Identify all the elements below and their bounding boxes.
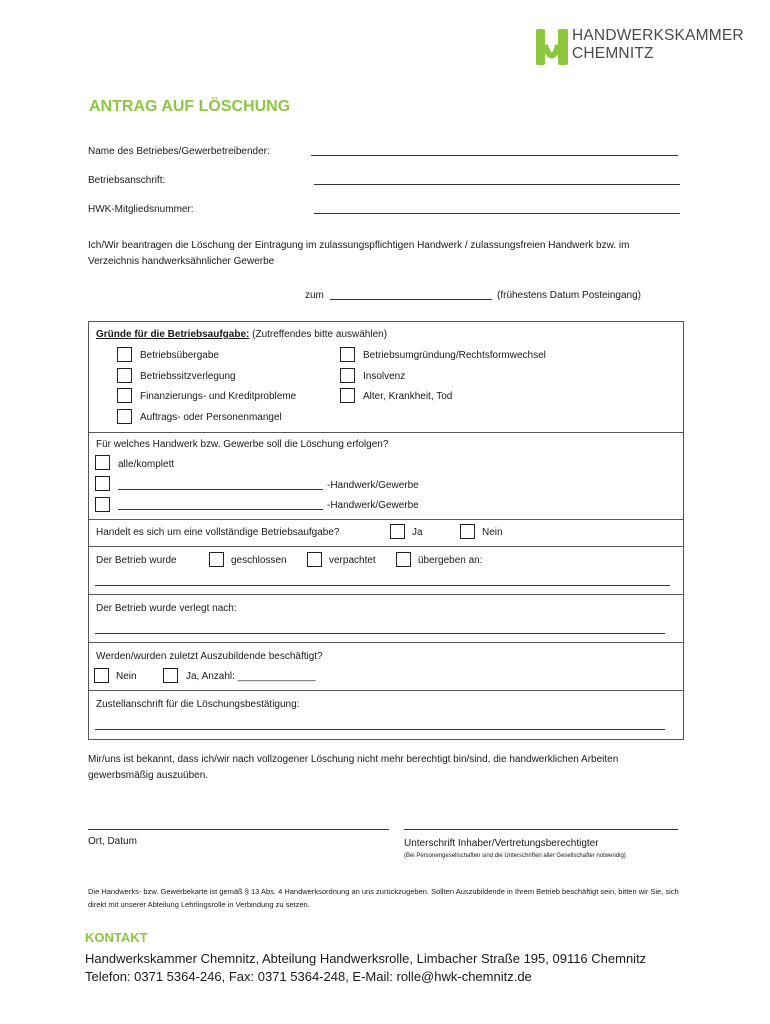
name-label: Name des Betriebes/Gewerbetreibender: [88,146,270,157]
divider [88,690,683,691]
moved-input-line[interactable] [95,633,665,634]
address-label: Betriebsanschrift: [88,175,166,186]
contact-phone-email: Telefon: 0371 5364-246, Fax: 0371 5364-248, E-Mail: rolle@hwk-chemnitz.de [85,969,532,984]
reason-label: Finanzierungs- und Kreditprobleme [140,391,297,402]
page-title: ANTRAG AUF LÖSCHUNG [89,98,291,115]
place-date-label: Ort, Datum [88,836,137,847]
checkbox-alter[interactable] [340,388,355,403]
signature-line[interactable] [404,829,678,830]
trade-2-suffix: -Handwerk/Gewerbe [327,500,419,511]
reasons-heading: Gründe für die Betriebsaufgabe: [96,329,250,340]
logo-wordmark [572,27,744,63]
delivery-input-line[interactable] [95,729,665,730]
reason-label: Alter, Krankheit, Tod [363,391,453,402]
divider [88,594,683,595]
trainees-question: Werden/wurden zuletzt Auszubildende beschäftigt? [96,651,323,662]
trade-all-label: alle/komplett [118,459,175,470]
reason-label: Insolvenz [363,371,406,382]
trade-2-input-line[interactable] [118,509,323,510]
reason-label: Betriebsumgründung/Rechtsformwechsel [363,350,546,361]
checkbox-insolvenz[interactable] [340,368,355,383]
status-opt2: verpachtet [329,555,376,566]
status-opt1: geschlossen [231,555,287,566]
request-text: Ich/Wir beantragen die Löschung der Eintragung im zulassungspflichtigen Handwerk / zulassungsfreien Handwerk bzw. im Verzeichnis handwerksähnlicher Gewerbe [88,240,630,267]
checkbox-auftragsmangel[interactable] [117,409,132,424]
checkbox-uebergeben[interactable] [396,552,411,567]
trade-1-input-line[interactable] [118,489,323,490]
reason-label: Betriebsübergabe [140,350,219,361]
checkbox-umgruendung[interactable] [340,347,355,362]
signature-note: (Bei Personengesellschaften sind die Unterschriften aller Gesellschafter notwendig) [404,853,626,859]
trainees-yes-label: Ja, Anzahl: ______________ [186,671,316,682]
trade-question: Für welches Handwerk bzw. Gewerbe soll die Löschung erfolgen? [96,439,389,450]
checkbox-complete-yes[interactable] [390,524,405,539]
acknowledgement-text: Mir/uns ist bekannt, dass ich/wir nach vollzogener Löschung nicht mehr berechtigt bin/sind, die handwerklichen Arbeiten gewerbsmäßig auszuüben. [88,754,619,781]
trainees-no-label: Nein [116,671,137,682]
divider [88,519,683,520]
member-number-label: HWK-Mitgliedsnummer: [88,204,194,215]
checkbox-trainees-yes[interactable] [163,668,178,683]
complete-no-label: Nein [482,527,503,538]
footnote-text: Die Handwerks- bzw. Gewerbekarte ist gemäß § 13 Abs. 4 Handwerksordnung an uns zurückzugeben. Sollten Auszubildende in Ihrem Betrieb beschäftigt sein, bitten wir Sie, sich direkt mit unserer Abteilung Lehrlingsrolle in Verbindung zu setzen. [88,887,679,909]
reasons-hint: (Zutreffendes bitte auswählen) [252,329,388,340]
divider [88,546,683,547]
checkbox-verpachtet[interactable] [307,552,322,567]
contact-heading: KONTAKT [85,930,148,945]
checkbox-betriebssitzverlegung[interactable] [117,368,132,383]
transfer-input-line[interactable] [95,585,670,586]
complete-yes-label: Ja [412,527,423,538]
checkbox-betriebsuebergabe[interactable] [117,347,132,362]
date-suffix: (frühestens Datum Posteingang) [497,290,641,301]
moved-label: Der Betrieb wurde verlegt nach: [96,603,237,614]
date-input-line[interactable] [330,299,492,300]
status-label: Der Betrieb wurde [96,555,177,566]
checkbox-trainees-no[interactable] [94,668,109,683]
reason-label: Betriebssitzverlegung [140,371,236,382]
divider [88,432,683,433]
checkbox-trade-2[interactable] [95,497,110,512]
delivery-label: Zustellanschrift für die Löschungsbestätigung: [96,699,300,710]
checkbox-complete-no[interactable] [460,524,475,539]
name-input-line[interactable] [311,155,678,156]
address-input-line[interactable] [314,184,680,185]
complete-question: Handelt es sich um eine vollständige Betriebsaufgabe? [96,527,340,538]
trade-1-suffix: -Handwerk/Gewerbe [327,480,419,491]
member-number-input-line[interactable] [314,213,680,214]
checkbox-finanzierung[interactable] [117,388,132,403]
logo-line1: HANDWERKSKAMMER [572,27,744,44]
divider [88,642,683,643]
checkbox-trade-1[interactable] [95,476,110,491]
reasons-header [96,329,387,340]
signature-label: Unterschrift Inhaber/Vertretungsberechtigter [404,838,599,849]
checkbox-alle-komplett[interactable] [95,455,110,470]
status-opt3: übergeben an: [418,555,483,566]
hwk-logo-icon [536,29,568,65]
logo-line2: CHEMNITZ [572,45,654,62]
reason-label: Auftrags- oder Personenmangel [140,412,282,423]
date-prefix: zum [305,290,324,301]
checkbox-geschlossen[interactable] [209,552,224,567]
place-date-line[interactable] [88,829,389,830]
contact-address: Handwerkskammer Chemnitz, Abteilung Handwerksrolle, Limbacher Straße 195, 09116 Chemnitz [85,951,647,966]
